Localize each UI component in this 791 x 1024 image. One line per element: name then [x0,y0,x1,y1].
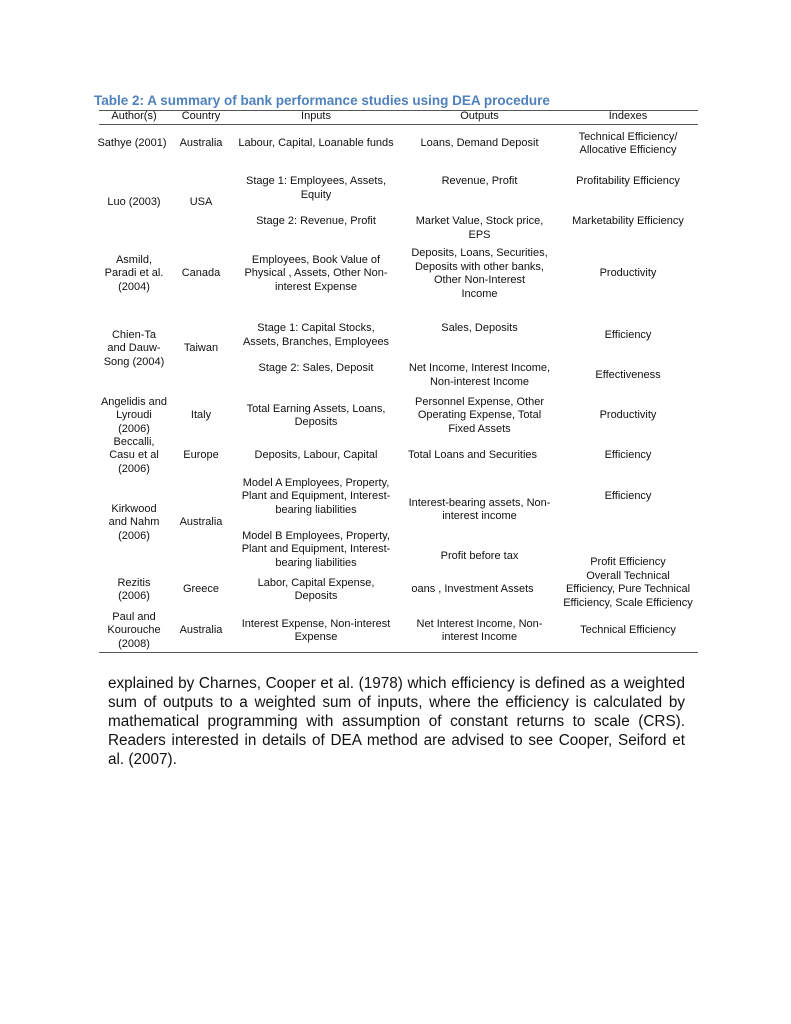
cell-outputs: Sales, Deposits [441,322,518,334]
cell-author: Asmild, Paradi et al. (2004) [104,253,164,293]
cell-author: Chien-Ta and Dauw- Song (2004) [103,328,165,368]
cell-indexes: Efficiency [604,490,652,503]
cell-indexes: Overall Technical Efficiency, Pure Technical Efficiency, Scale Efficiency [563,569,693,609]
cell-inputs: Stage 1: Capital Stocks, Assets, Branches, Employees [242,322,390,348]
header-inputs: Inputs [301,110,331,123]
cell-outputs-stage2: Net Income, Interest Income, Non-interest Income [408,362,551,388]
dea-studies-table [99,110,698,653]
cell-country: Greece [182,583,220,596]
cell-outputs-stage2: Market Value, Stock price, EPS [415,215,544,241]
cell-indexes: Efficiency [604,449,652,462]
cell-outputs: Personnel Expense, Other Operating Expense, Total Fixed Assets [414,395,545,435]
cell-country: Australia [179,516,223,529]
cell-outputs: Total Loans and Securities [407,449,538,462]
cell-author: Paul and Kourouche (2008) [107,610,161,650]
header-indexes: Indexes [608,110,648,123]
cell-outputs: oans , Investment Assets [411,583,534,596]
cell-outputs: Deposits, Loans, Securities, Deposits with other banks, Other Non-Interest Income [411,247,548,300]
cell-indexes: Profitability Efficiency [576,175,680,187]
header-author: Author(s) [111,110,157,123]
cell-author: Rezitis (2006) [117,576,151,602]
cell-country: USA [189,196,213,209]
cell-inputs: Labor, Capital Expense, Deposits [257,576,375,602]
cell-outputs: Revenue, Profit [441,175,518,187]
cell-author: Beccalli, Casu et al (2006) [109,435,159,475]
table-bottom-rule [99,652,698,653]
cell-indexes: Productivity [599,409,657,422]
cell-indexes: Efficiency [604,329,652,342]
cell-inputs: Interest Expense, Non-interest Expense [241,617,391,643]
cell-inputs: Stage 1: Employees, Assets, Equity [245,175,387,201]
cell-inputs: Employees, Book Value of Physical , Assets, Other Non- interest Expense [244,253,388,293]
cell-inputs: Model A Employees, Property, Plant and Equipment, Interest- bearing liabilities [241,476,391,516]
header-country: Country [181,110,221,123]
table-caption: Table 2: A summary of bank performance studies using DEA procedure [94,93,550,108]
cell-indexes: Productivity [599,267,657,280]
cell-country: Australia [179,137,223,150]
cell-inputs-model-b: Model B Employees, Property, Plant and Equipment, Interest- bearing liabilities [241,529,391,569]
cell-indexes-model-b: Profit Efficiency [590,556,666,569]
cell-outputs: Interest-bearing assets, Non- interest income [408,496,551,522]
cell-author: Sathye (2001) [97,137,167,150]
cell-country: Australia [179,624,223,637]
cell-indexes: Technical Efficiency/ Allocative Efficiency [578,130,678,156]
cell-indexes: Technical Efficiency [580,624,676,637]
cell-country: Taiwan [183,342,219,355]
cell-indexes-stage2: Marketability Efficiency [572,215,684,227]
body-paragraph: explained by Charnes, Cooper et al. (1978) which efficiency is defined as a weighted sum of outputs to a weighted sum of inputs, where the efficiency is calculated by mathematical programming with assumption of constant returns to scale (CRS). Readers interested in details of DEA method are advised to see Cooper, Seiford et al. (2007). [108,675,685,768]
cell-author: Angelidis and Lyroudi (2006) [100,395,168,435]
cell-country: Italy [190,409,212,422]
cell-outputs: Loans, Demand Deposit [420,137,539,150]
cell-inputs-stage2: Stage 2: Revenue, Profit [256,215,376,227]
cell-country: Europe [183,449,219,462]
cell-inputs: Total Earning Assets, Loans, Deposits [246,402,386,428]
cell-inputs: Deposits, Labour, Capital [254,449,378,462]
cell-author: Kirkwood and Nahm (2006) [108,502,160,542]
cell-outputs: Net Interest Income, Non- interest Income [416,617,543,643]
cell-author: Luo (2003) [107,196,161,209]
cell-inputs-stage2: Stage 2: Sales, Deposit [258,362,374,374]
cell-outputs-model-b: Profit before tax [440,550,519,563]
header-rule [99,124,698,125]
cell-country: Canada [181,267,221,280]
cell-indexes-stage2: Effectiveness [595,369,661,382]
header-outputs: Outputs [460,110,499,123]
cell-inputs: Labour, Capital, Loanable funds [238,137,394,150]
